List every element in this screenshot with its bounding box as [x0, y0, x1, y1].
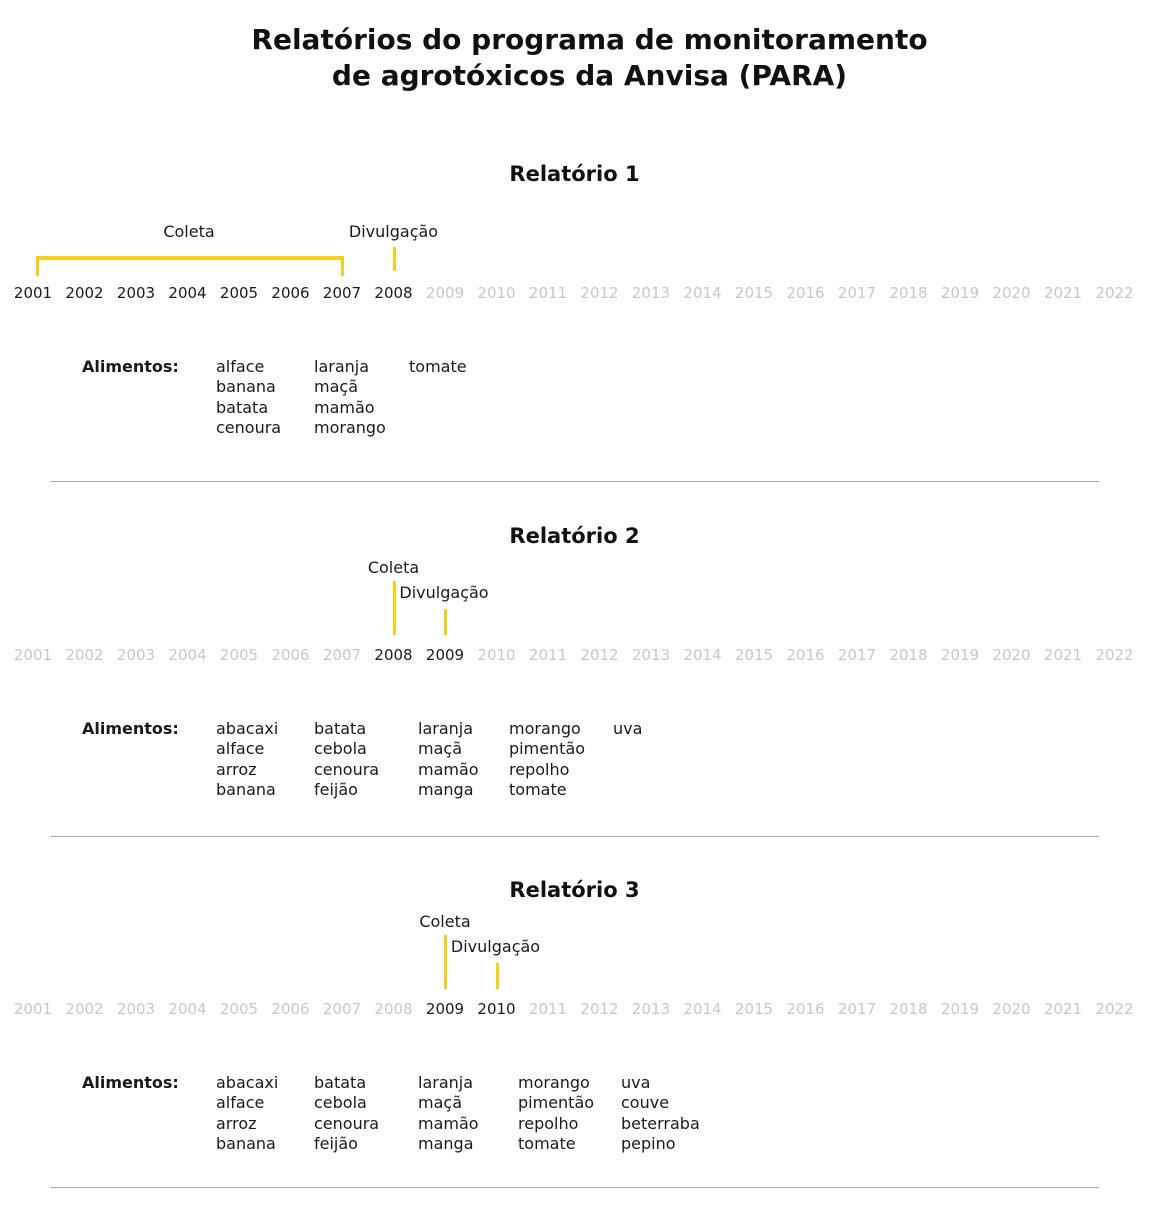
food-item: laranja — [314, 357, 370, 376]
food-column — [613, 719, 642, 739]
year-label-2002: 2002 — [65, 284, 104, 302]
year-label-2018: 2018 — [889, 646, 928, 664]
year-label-2022: 2022 — [1095, 284, 1134, 302]
year-label-2020: 2020 — [992, 1000, 1031, 1018]
food-item: mamão — [418, 1113, 479, 1133]
food-item: pimentão — [518, 1093, 595, 1113]
release-label: Divulgação — [450, 937, 541, 956]
release-marker — [444, 609, 447, 635]
food-item: alface — [216, 1093, 265, 1113]
year-label-2007: 2007 — [322, 1000, 362, 1018]
food-column — [216, 357, 281, 438]
release-label: Divulgação — [399, 583, 489, 602]
year-label-2014: 2014 — [683, 284, 722, 302]
year-label-2022: 2022 — [1095, 1000, 1134, 1018]
food-column — [509, 719, 585, 800]
food-item: tomate — [518, 1133, 576, 1153]
year-label-2007: 2007 — [322, 646, 362, 664]
year-label-2003: 2003 — [116, 1000, 156, 1018]
year-label-2001: 2001 — [13, 1000, 53, 1018]
report-2 — [0, 512, 1149, 872]
year-label-2004: 2004 — [168, 1000, 207, 1018]
collection-label: Coleta — [419, 912, 471, 931]
food-column — [621, 1073, 700, 1154]
page-title — [0, 22, 1149, 94]
year-label-2015: 2015 — [734, 284, 774, 302]
year-label-2018: 2018 — [889, 284, 928, 302]
year-label-2011: 2011 — [528, 646, 568, 664]
food-item: abacaxi — [216, 1073, 279, 1092]
food-item: uva — [613, 719, 643, 738]
food-item: mamão — [418, 759, 479, 779]
collection-marker — [444, 935, 447, 989]
food-column — [216, 719, 278, 800]
year-label-2018: 2018 — [889, 1000, 928, 1018]
release-marker — [496, 963, 499, 989]
year-label-2011: 2011 — [528, 284, 568, 302]
food-item: banana — [216, 377, 276, 397]
food-column — [518, 1073, 594, 1154]
year-label-2012: 2012 — [580, 284, 619, 302]
year-label-2002: 2002 — [65, 1000, 104, 1018]
food-item: cebola — [314, 739, 367, 759]
food-item: mamão — [314, 397, 375, 417]
food-item: batata — [216, 397, 269, 417]
report-title: Relatório 1 — [509, 162, 640, 186]
year-label-2016: 2016 — [786, 646, 825, 664]
food-item: tomate — [409, 357, 467, 376]
year-label-2012: 2012 — [580, 1000, 619, 1018]
year-label-2009: 2009 — [425, 284, 465, 302]
year-label-2008: 2008 — [374, 1000, 413, 1018]
year-label-2014: 2014 — [683, 1000, 722, 1018]
food-item: alface — [216, 739, 265, 759]
food-item: repolho — [518, 1113, 579, 1133]
year-label-2002: 2002 — [65, 646, 104, 664]
year-label-2004: 2004 — [168, 284, 207, 302]
collection-label: Coleta — [367, 558, 420, 577]
year-label-2003: 2003 — [116, 646, 156, 664]
year-label-2014: 2014 — [683, 646, 722, 664]
food-column — [314, 357, 386, 438]
food-item: uva — [621, 1073, 651, 1092]
food-item: batata — [314, 719, 367, 738]
food-item: arroz — [216, 1113, 257, 1133]
year-label-2010: 2010 — [477, 646, 516, 664]
food-item: manga — [418, 1133, 474, 1153]
report-1 — [0, 150, 1149, 510]
section-divider — [51, 481, 1099, 482]
report-title: Relatório 2 — [509, 524, 640, 548]
food-item: laranja — [418, 1073, 474, 1092]
year-label-2001: 2001 — [13, 646, 53, 664]
year-label-2005: 2005 — [219, 646, 259, 664]
year-label-2009: 2009 — [425, 646, 465, 664]
year-label-2021: 2021 — [1043, 284, 1083, 302]
year-label-2019: 2019 — [940, 646, 980, 664]
food-item: morango — [509, 719, 581, 738]
year-label-2008: 2008 — [374, 646, 413, 664]
collection-range-right-tick — [341, 256, 344, 276]
year-label-2019: 2019 — [940, 284, 980, 302]
year-label-2022: 2022 — [1095, 646, 1134, 664]
food-column — [409, 357, 467, 377]
year-label-2006: 2006 — [271, 284, 310, 302]
food-item: maçã — [314, 377, 358, 397]
year-label-2013: 2013 — [631, 646, 671, 664]
food-item: banana — [216, 779, 276, 799]
year-label-2017: 2017 — [837, 646, 877, 664]
food-item: cenoura — [216, 417, 282, 437]
year-label-2020: 2020 — [992, 646, 1031, 664]
collection-range-left-tick — [36, 256, 39, 276]
food-item: morango — [518, 1073, 590, 1092]
collection-range-bar — [36, 256, 344, 260]
food-column — [418, 719, 479, 800]
year-label-2013: 2013 — [631, 1000, 671, 1018]
year-label-2010: 2010 — [477, 1000, 516, 1018]
page-title-line-1: Relatórios do programa de monitoramento — [251, 23, 928, 56]
report-title: Relatório 3 — [509, 878, 640, 902]
year-label-2021: 2021 — [1043, 1000, 1083, 1018]
year-label-2005: 2005 — [219, 1000, 259, 1018]
foods-label: Alimentos: — [82, 1073, 179, 1092]
year-label-2011: 2011 — [528, 1000, 568, 1018]
collection-marker — [393, 581, 396, 635]
year-label-2010: 2010 — [477, 284, 516, 302]
page-title-line-2: de agrotóxicos da Anvisa (PARA) — [331, 59, 848, 92]
food-item: banana — [216, 1133, 276, 1153]
section-divider — [51, 1187, 1099, 1188]
food-item: arroz — [216, 759, 257, 779]
food-column — [314, 1073, 379, 1154]
foods-label: Alimentos: — [82, 357, 179, 376]
year-label-2009: 2009 — [425, 1000, 465, 1018]
year-label-2004: 2004 — [168, 646, 207, 664]
release-marker — [393, 247, 396, 271]
food-item: manga — [418, 779, 474, 799]
food-item: abacaxi — [216, 719, 279, 738]
food-item: beterraba — [621, 1113, 700, 1133]
year-label-2012: 2012 — [580, 646, 619, 664]
year-label-2003: 2003 — [116, 284, 156, 302]
food-item: repolho — [509, 759, 570, 779]
food-item: laranja — [418, 719, 474, 738]
food-item: alface — [216, 357, 265, 376]
year-label-2016: 2016 — [786, 1000, 825, 1018]
food-column — [216, 1073, 278, 1154]
food-item: feijão — [314, 779, 358, 799]
year-label-2008: 2008 — [374, 284, 413, 302]
year-label-2013: 2013 — [631, 284, 671, 302]
year-label-2019: 2019 — [940, 1000, 980, 1018]
year-label-2007: 2007 — [322, 284, 362, 302]
year-label-2020: 2020 — [992, 284, 1031, 302]
food-item: maçã — [418, 739, 462, 759]
report-3 — [0, 866, 1149, 1226]
year-label-2015: 2015 — [734, 1000, 774, 1018]
year-label-2017: 2017 — [837, 284, 877, 302]
release-label: Divulgação — [348, 222, 439, 241]
food-item: morango — [314, 417, 386, 437]
food-item: pimentão — [509, 739, 586, 759]
food-item: maçã — [418, 1093, 462, 1113]
food-item: feijão — [314, 1133, 358, 1153]
year-label-2001: 2001 — [13, 284, 53, 302]
year-label-2017: 2017 — [837, 1000, 877, 1018]
food-item: cenoura — [314, 1113, 380, 1133]
foods-label: Alimentos: — [82, 719, 179, 738]
food-item: tomate — [509, 779, 567, 799]
food-column — [418, 1073, 479, 1154]
food-item: couve — [621, 1093, 670, 1113]
year-label-2015: 2015 — [734, 646, 774, 664]
year-label-2006: 2006 — [271, 646, 310, 664]
food-item: batata — [314, 1073, 367, 1092]
food-item: cenoura — [314, 759, 380, 779]
food-column — [314, 719, 379, 800]
year-label-2006: 2006 — [271, 1000, 310, 1018]
food-item: cebola — [314, 1093, 367, 1113]
collection-label: Coleta — [163, 222, 215, 241]
section-divider — [51, 836, 1099, 837]
food-item: pepino — [621, 1133, 676, 1153]
year-label-2005: 2005 — [219, 284, 259, 302]
year-label-2016: 2016 — [786, 284, 825, 302]
year-label-2021: 2021 — [1043, 646, 1083, 664]
